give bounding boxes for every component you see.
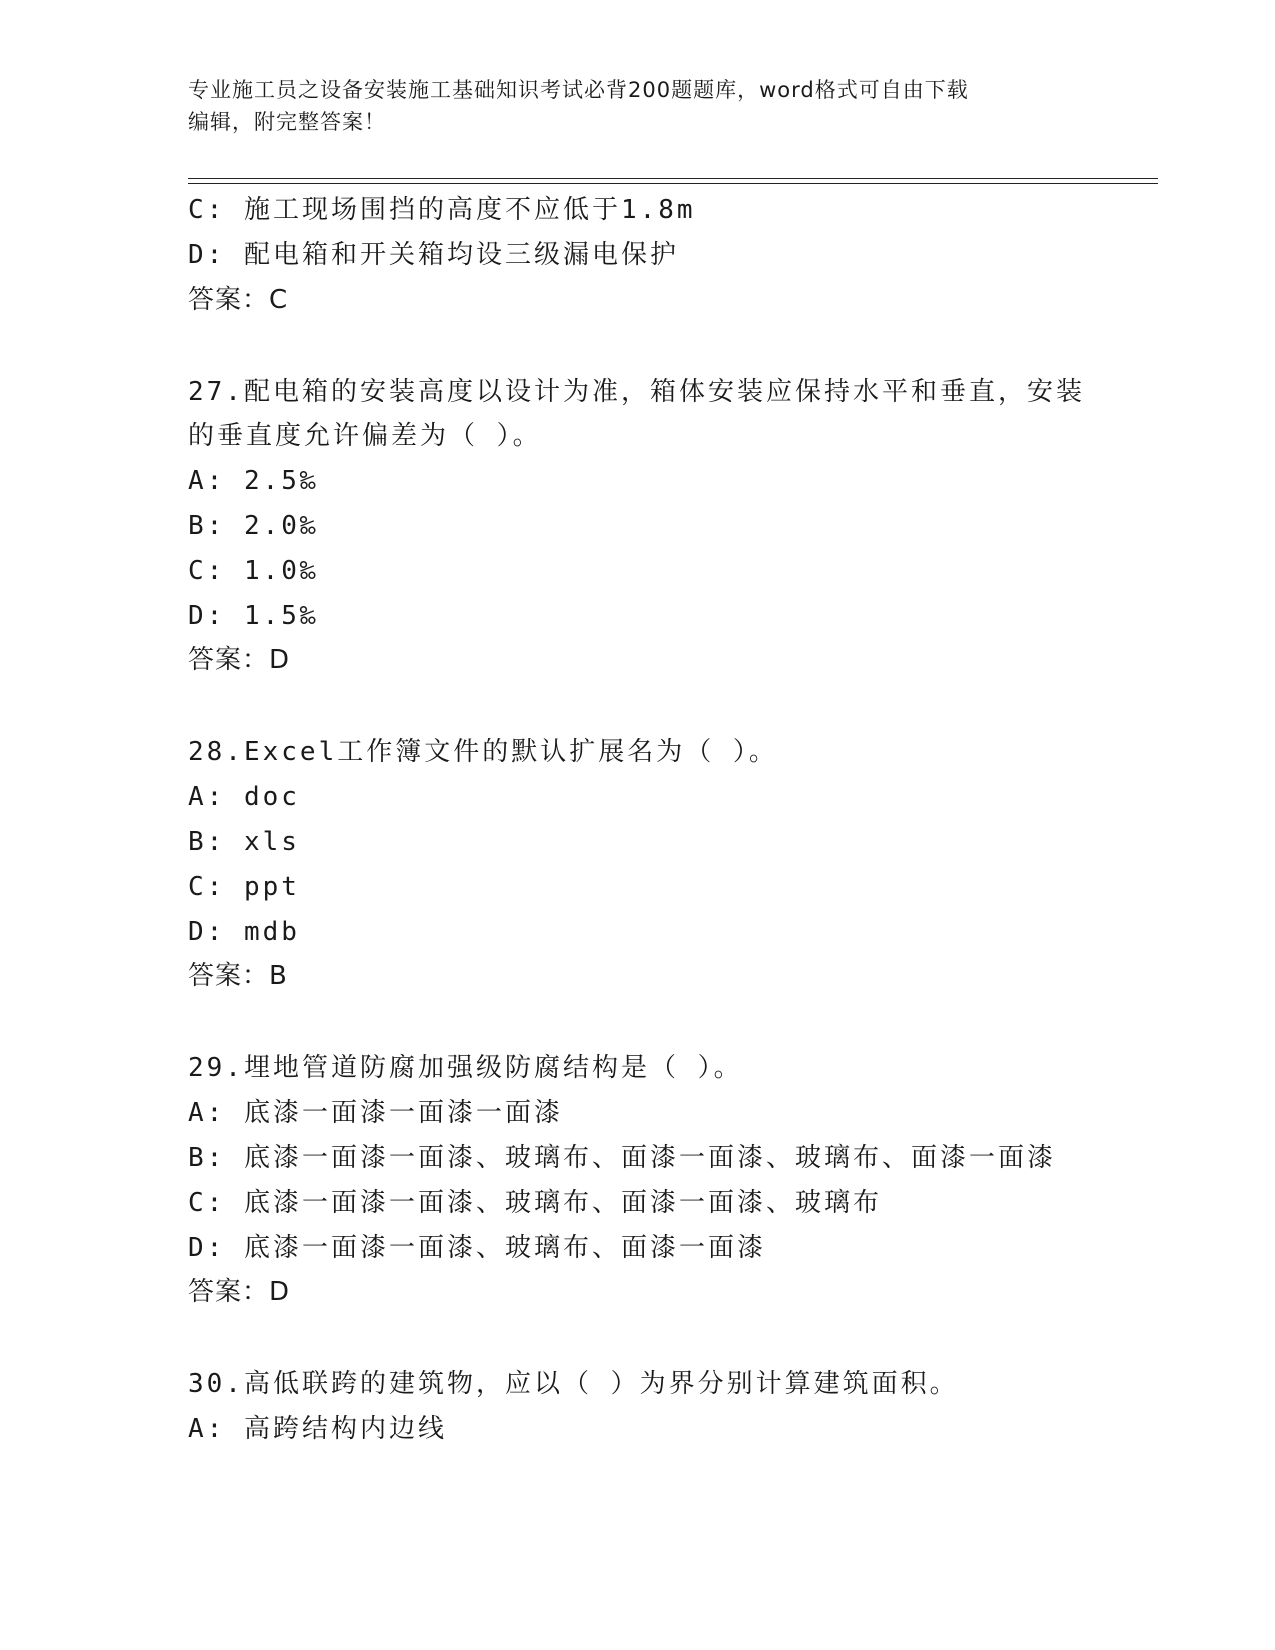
q27-option-c: C: 1.0‰ [188, 556, 319, 586]
q27-stem-line2: 的垂直度允许偏差为（ ）。 [188, 421, 542, 451]
q30-stem: 30.高低联跨的建筑物，应以（ ）为界分别计算建筑面积。 [188, 1369, 959, 1399]
header-title-line1: 专业施工员之设备安装施工基础知识考试必背200题题库，word格式可自由下载 [188, 78, 969, 102]
q27-answer: 答案：D [188, 645, 291, 675]
q29-answer: 答案：D [188, 1277, 291, 1307]
header-title-line2: 编辑，附完整答案！ [188, 110, 386, 134]
q29-stem: 29.埋地管道防腐加强级防腐结构是（ ）。 [188, 1053, 743, 1083]
header-divider-bottom [188, 183, 1158, 184]
q29-option-a: A: 底漆一面漆一面漆一面漆 [188, 1098, 563, 1128]
q28-stem: 28.Excel工作簿文件的默认扩展名为（ ）。 [188, 737, 778, 767]
q27-option-a: A: 2.5‰ [188, 466, 319, 496]
q28-option-a: A: doc [188, 782, 300, 812]
q29-option-d: D: 底漆一面漆一面漆、玻璃布、面漆一面漆 [188, 1233, 766, 1263]
q27-stem-line1: 27.配电箱的安装高度以设计为准，箱体安装应保持水平和垂直，安装 [188, 377, 1085, 407]
q28-option-c: C: ppt [188, 872, 300, 902]
header-divider-top [188, 178, 1158, 179]
q28-answer: 答案：B [188, 961, 288, 991]
q27-option-b: B: 2.0‰ [188, 511, 319, 541]
q29-option-c: C: 底漆一面漆一面漆、玻璃布、面漆一面漆、玻璃布 [188, 1188, 882, 1218]
q29-option-b: B: 底漆一面漆一面漆、玻璃布、面漆一面漆、玻璃布、面漆一面漆 [188, 1143, 1056, 1173]
prev-option-d: D: 配电箱和开关箱均设三级漏电保护 [188, 240, 679, 270]
q28-option-d: D: mdb [188, 917, 300, 947]
q28-option-b: B: xls [188, 827, 300, 857]
q27-option-d: D: 1.5‰ [188, 601, 319, 631]
document-header [188, 74, 1088, 138]
prev-option-c: C: 施工现场围挡的高度不应低于1.8m [188, 195, 696, 225]
q30-option-a: A: 高跨结构内边线 [188, 1414, 447, 1444]
prev-answer: 答案：C [188, 285, 289, 315]
